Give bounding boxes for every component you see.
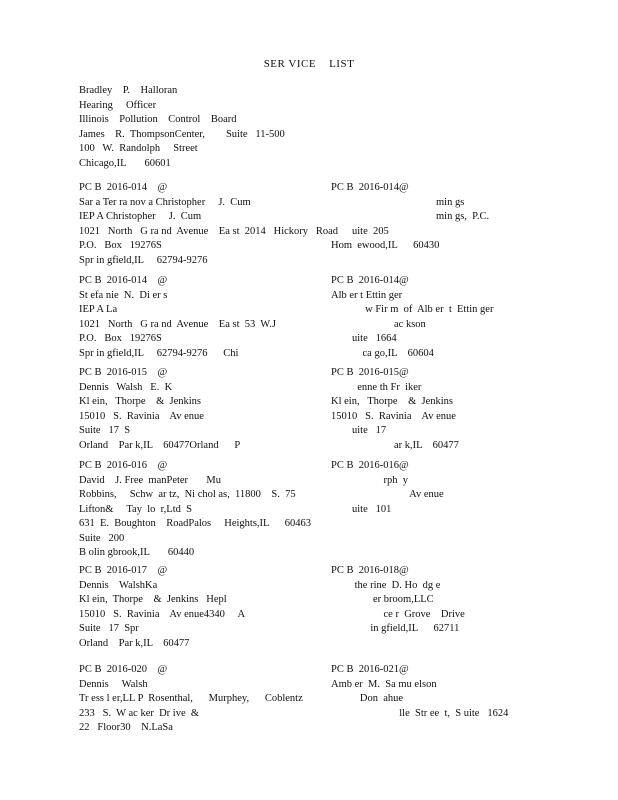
entry-line: 1021 North G ra nd Avenue Ea st 2014 Hickory Road — [79, 225, 339, 237]
entry-line: Don ahue — [331, 693, 404, 704]
entry-line: 15010 S. Ravinia Av enue — [331, 410, 456, 422]
entry-line: IEP A La — [79, 304, 118, 315]
entry-line: Orland Par k,IL 60477Orland P — [79, 439, 241, 451]
entry-line: IEP A Christopher J. Cum — [79, 211, 202, 222]
entry-right-5 — [331, 564, 465, 637]
entry-line: PC B 2016-014 @ — [79, 182, 168, 193]
entry-line: lle Str ee t, S uite 1624 — [331, 707, 509, 719]
entry-line: min gs — [331, 196, 465, 208]
entry-line: 15010 S. Ravinia Av enue4340 A — [79, 608, 246, 620]
page-title: SER VICE LIST — [263, 58, 355, 70]
entry-line: B olin gbrook,IL 60440 — [79, 547, 195, 558]
entry-line: rph y — [331, 474, 408, 486]
entry-line: Suite 17 Spr — [79, 623, 139, 634]
entry-line: Hom ewood,IL 60430 — [331, 240, 440, 251]
entry-line: P.O. Box 19276S — [79, 240, 162, 251]
entry-line: uite 17 — [331, 425, 387, 436]
entry-left-2 — [79, 274, 276, 361]
header-line: Hearing Officer — [79, 99, 157, 111]
header-line: 100 W. Randolph Street — [79, 143, 198, 154]
entry-left-3 — [79, 366, 240, 453]
entry-line: PC B 2016-014@ — [331, 182, 409, 193]
entry-line: P.O. Box 19276S — [79, 333, 162, 344]
entry-line: Suite 17 S — [79, 425, 131, 436]
entry-line: uite 101 — [331, 503, 392, 515]
entry-line: Alb er t Ettin ger — [331, 289, 403, 301]
entry-left-6 — [79, 663, 303, 736]
header-block — [79, 84, 285, 171]
entry-line: PC B 2016-021@ — [331, 664, 409, 675]
entry-line: Orland Par k,IL 60477 — [79, 637, 190, 649]
entry-line: Kl ein, Thorpe & Jenkins — [79, 396, 202, 407]
entry-line: ar k,IL 60477 — [331, 439, 459, 451]
entry-line: David J. Free manPeter Mu — [79, 474, 222, 486]
header-line: Illinois Pollution Control Board — [79, 114, 237, 125]
entry-line: Kl ein, Thorpe & Jenkins Hepl — [79, 594, 227, 605]
entry-line: PC B 2016-016@ — [331, 460, 409, 471]
entry-line: Suite 200 — [79, 532, 125, 544]
entry-line: PC B 2016-020 @ — [79, 664, 168, 675]
entry-line: ca go,IL 60604 — [331, 347, 434, 359]
entry-line: PC B 2016-016 @ — [79, 460, 168, 471]
header-line: Chicago,IL 60601 — [79, 157, 171, 169]
entry-line: PC B 2016-018@ — [331, 565, 409, 576]
entry-line: St efa nie N. Di er s — [79, 289, 168, 301]
entry-line: er broom,LLC — [331, 594, 434, 605]
entry-line: PC B 2016-014 @ — [79, 275, 168, 286]
entry-right-6 — [331, 663, 508, 721]
entry-line: Dennis Walsh — [79, 678, 148, 690]
entry-line: ce r Grove Drive — [331, 608, 465, 620]
entry-line: the rine D. Ho dg e — [331, 579, 441, 591]
entry-line: Kl ein, Thorpe & Jenkins — [331, 396, 454, 407]
entry-line: 22 Floor30 N.LaSa — [79, 722, 173, 733]
entry-line: Dennis WalshKa — [79, 579, 158, 591]
entry-line: PC B 2016-017 @ — [79, 565, 168, 576]
entry-line: PC B 2016-014@ — [331, 275, 409, 286]
entry-line: Tr ess l er,LL P Rosenthal, Murphey, Coblentz — [79, 693, 303, 704]
entry-right-3 — [331, 366, 459, 453]
entry-line: in gfield,IL 62711 — [331, 623, 460, 634]
entry-line: PC B 2016-015 @ — [79, 367, 168, 378]
entry-line: Robbins, Schw ar tz, Ni chol as, 11800 S. 75 — [79, 489, 296, 500]
entry-right-1 — [331, 181, 489, 254]
entry-line: Spr in gfield,IL 62794-9276 Chi — [79, 347, 239, 359]
entry-line: PC B 2016-015@ — [331, 367, 409, 378]
header-line: James R. ThompsonCenter, Suite 11-500 — [79, 128, 285, 140]
entry-line: uite 1664 — [331, 333, 397, 344]
entry-line: enne th Fr iker — [331, 381, 422, 393]
entry-line: ac kson — [331, 318, 426, 330]
entry-right-2 — [331, 274, 493, 361]
header-line: Bradley P. Halloran — [79, 85, 178, 96]
entry-right-4 — [331, 459, 444, 517]
entry-line: w Fir m of Alb er t Ettin ger — [331, 304, 494, 315]
entry-line: uite 205 — [331, 225, 389, 237]
entry-line: Dennis Walsh E. K — [79, 381, 173, 393]
entry-line: 233 S. W ac ker Dr ive & — [79, 707, 200, 719]
entry-left-5 — [79, 564, 245, 651]
entry-line: 631 E. Boughton RoadPalos Heights,IL 60463 — [79, 518, 312, 529]
entry-line: 1021 North G ra nd Avenue Ea st 53 W.J — [79, 318, 276, 330]
entry-line: Av enue — [331, 489, 444, 500]
entry-line: 15010 S. Ravinia Av enue — [79, 410, 204, 422]
entry-line: Spr in gfield,IL 62794-9276 — [79, 254, 208, 266]
entry-left-1 — [79, 181, 338, 268]
entry-line: min gs, P.C. — [331, 211, 490, 222]
entry-left-4 — [79, 459, 311, 561]
entry-line: Amb er M. Sa mu elson — [331, 678, 437, 690]
entry-line: Sar a Ter ra nov a Christopher J. Cum — [79, 196, 251, 208]
entry-line: Lifton& Tay lo r,Ltd S — [79, 503, 192, 515]
